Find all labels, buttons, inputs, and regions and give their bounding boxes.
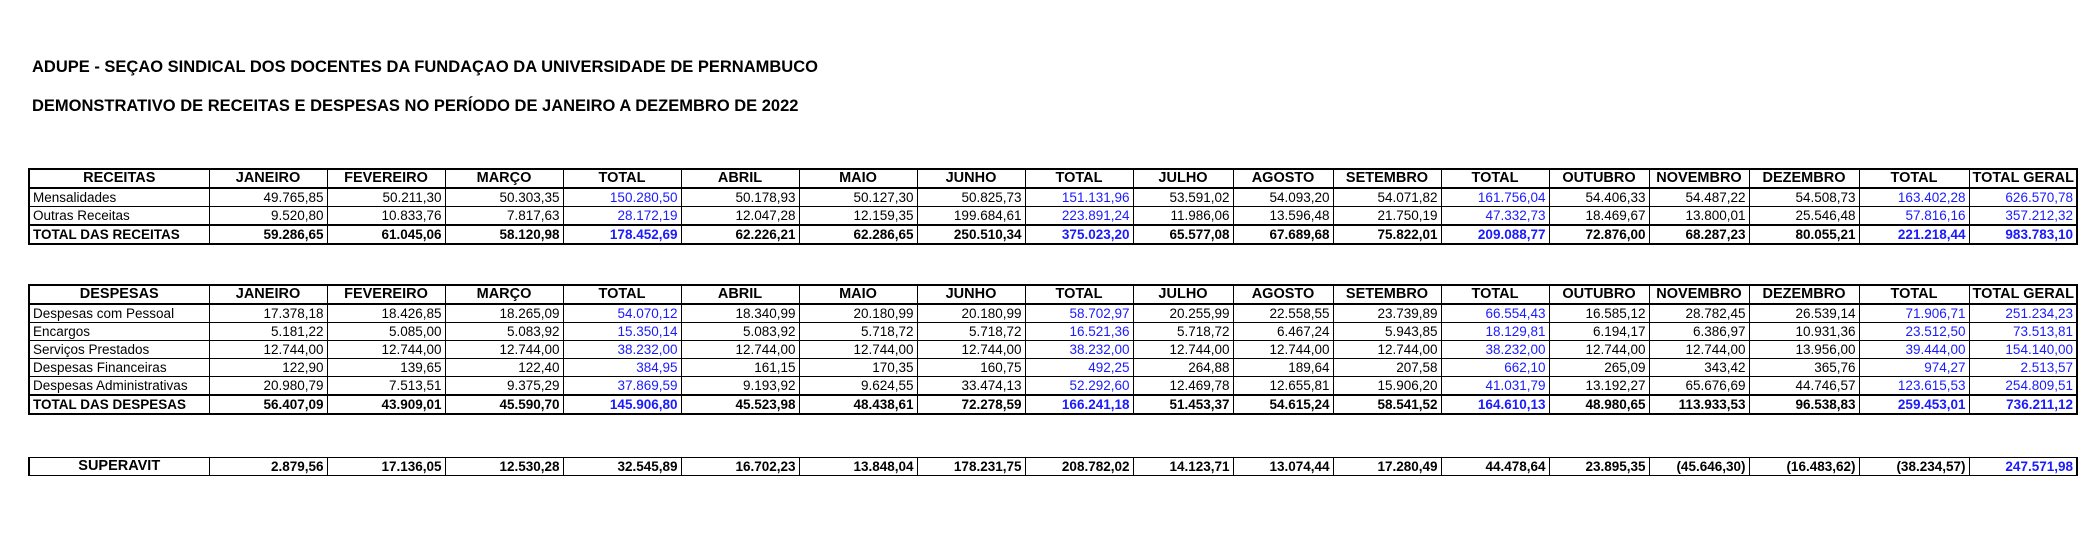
value-cell: 33.474,13 xyxy=(917,377,1025,396)
value-cell: 65.676,69 xyxy=(1649,377,1749,396)
value-cell: 5.718,72 xyxy=(1133,323,1233,341)
column-header: ABRIL xyxy=(681,285,799,304)
value-cell: 6.194,17 xyxy=(1549,323,1649,341)
value-cell: 49.765,85 xyxy=(209,188,327,207)
value-cell: 72.876,00 xyxy=(1549,225,1649,244)
value-cell: 189,64 xyxy=(1233,359,1333,377)
value-cell: 54.071,82 xyxy=(1333,188,1441,207)
despesas-table xyxy=(28,284,2078,415)
value-cell: 20.980,79 xyxy=(209,377,327,396)
value-cell: 9.375,29 xyxy=(445,377,563,396)
value-cell: 11.986,06 xyxy=(1133,207,1233,226)
despesas-row xyxy=(29,323,2077,341)
value-cell: 221.218,44 xyxy=(1859,225,1969,244)
value-cell: 12.744,00 xyxy=(1649,341,1749,359)
value-cell: 5.083,92 xyxy=(445,323,563,341)
value-cell: 384,95 xyxy=(563,359,681,377)
value-cell: 21.750,19 xyxy=(1333,207,1441,226)
value-cell: 209.088,77 xyxy=(1441,225,1549,244)
value-cell: 250.510,34 xyxy=(917,225,1025,244)
value-cell: 15.906,20 xyxy=(1333,377,1441,396)
row-label: SUPERAVIT xyxy=(29,458,209,476)
value-cell: 123.615,53 xyxy=(1859,377,1969,396)
column-header: MAIO xyxy=(799,169,917,188)
row-label: Despesas Financeiras xyxy=(29,359,209,377)
column-header: FEVEREIRO xyxy=(327,285,445,304)
value-cell: 626.570,78 xyxy=(1969,188,2077,207)
value-cell: 17.136,05 xyxy=(327,458,445,476)
value-cell: 166.241,18 xyxy=(1025,395,1133,414)
receitas-row xyxy=(29,188,2077,207)
value-cell: 58.541,52 xyxy=(1333,395,1441,414)
column-header: DEZEMBRO xyxy=(1749,169,1859,188)
column-header: AGOSTO xyxy=(1233,285,1333,304)
receitas-total-row xyxy=(29,225,2077,244)
value-cell: 12.744,00 xyxy=(799,341,917,359)
value-cell: 9.520,80 xyxy=(209,207,327,226)
value-cell: 150.280,50 xyxy=(563,188,681,207)
value-cell: 7.817,63 xyxy=(445,207,563,226)
value-cell: 113.933,53 xyxy=(1649,395,1749,414)
column-header: MARÇO xyxy=(445,285,563,304)
despesas-row xyxy=(29,341,2077,359)
column-header: JANEIRO xyxy=(209,169,327,188)
value-cell: 254.809,51 xyxy=(1969,377,2077,396)
value-cell: 5.718,72 xyxy=(917,323,1025,341)
report-title: DEMONSTRATIVO DE RECEITAS E DESPESAS NO PERÍODO DE JANEIRO A DEZEMBRO DE 2022 xyxy=(32,97,799,115)
value-cell: 50.303,35 xyxy=(445,188,563,207)
value-cell: 48.980,65 xyxy=(1549,395,1649,414)
column-header: MAIO xyxy=(799,285,917,304)
value-cell: 18.469,67 xyxy=(1549,207,1649,226)
value-cell: 18.340,99 xyxy=(681,304,799,323)
value-cell: 5.943,85 xyxy=(1333,323,1441,341)
column-header: TOTAL xyxy=(1025,169,1133,188)
value-cell: 23.512,50 xyxy=(1859,323,1969,341)
value-cell: 207,58 xyxy=(1333,359,1441,377)
value-cell: 5.181,22 xyxy=(209,323,327,341)
value-cell: 154.140,00 xyxy=(1969,341,2077,359)
value-cell: 12.744,00 xyxy=(1233,341,1333,359)
value-cell: 7.513,51 xyxy=(327,377,445,396)
value-cell: 12.744,00 xyxy=(1333,341,1441,359)
value-cell: 68.287,23 xyxy=(1649,225,1749,244)
value-cell: 974,27 xyxy=(1859,359,1969,377)
value-cell: 45.590,70 xyxy=(445,395,563,414)
value-cell: 17.280,49 xyxy=(1333,458,1441,476)
column-header: TOTAL xyxy=(1441,169,1549,188)
receitas-header-label: RECEITAS xyxy=(29,169,209,188)
value-cell: 178.231,75 xyxy=(917,458,1025,476)
value-cell: 43.909,01 xyxy=(327,395,445,414)
value-cell: 12.530,28 xyxy=(445,458,563,476)
value-cell: 65.577,08 xyxy=(1133,225,1233,244)
column-header: TOTAL xyxy=(1859,285,1969,304)
value-cell: 15.350,14 xyxy=(563,323,681,341)
value-cell: 164.610,13 xyxy=(1441,395,1549,414)
column-header: NOVEMBRO xyxy=(1649,285,1749,304)
value-cell: 50.825,73 xyxy=(917,188,1025,207)
value-cell: 13.192,27 xyxy=(1549,377,1649,396)
value-cell: 5.085,00 xyxy=(327,323,445,341)
value-cell: 23.895,35 xyxy=(1549,458,1649,476)
value-cell: 12.655,81 xyxy=(1233,377,1333,396)
value-cell: 54.615,24 xyxy=(1233,395,1333,414)
value-cell: 122,40 xyxy=(445,359,563,377)
column-header: JANEIRO xyxy=(209,285,327,304)
value-cell: 12.744,00 xyxy=(327,341,445,359)
row-label: Despesas com Pessoal xyxy=(29,304,209,323)
value-cell: 39.444,00 xyxy=(1859,341,1969,359)
value-cell: 199.684,61 xyxy=(917,207,1025,226)
value-cell: 57.816,16 xyxy=(1859,207,1969,226)
despesas-row xyxy=(29,359,2077,377)
column-header: DEZEMBRO xyxy=(1749,285,1859,304)
value-cell: 208.782,02 xyxy=(1025,458,1133,476)
value-cell: 9.193,92 xyxy=(681,377,799,396)
value-cell: 139,65 xyxy=(327,359,445,377)
despesas-row xyxy=(29,304,2077,323)
value-cell: 343,42 xyxy=(1649,359,1749,377)
column-header: FEVEREIRO xyxy=(327,169,445,188)
value-cell: 375.023,20 xyxy=(1025,225,1133,244)
value-cell: 58.702,97 xyxy=(1025,304,1133,323)
value-cell: 12.469,78 xyxy=(1133,377,1233,396)
value-cell: 5.083,92 xyxy=(681,323,799,341)
column-header: TOTAL xyxy=(1025,285,1133,304)
value-cell: 96.538,83 xyxy=(1749,395,1859,414)
value-cell: 66.554,43 xyxy=(1441,304,1549,323)
value-cell: 161,15 xyxy=(681,359,799,377)
row-label: Mensalidades xyxy=(29,188,209,207)
receitas-table xyxy=(28,168,2078,245)
column-header: JUNHO xyxy=(917,285,1025,304)
value-cell: 983.783,10 xyxy=(1969,225,2077,244)
value-cell: 20.255,99 xyxy=(1133,304,1233,323)
value-cell: 265,09 xyxy=(1549,359,1649,377)
value-cell: 18.426,85 xyxy=(327,304,445,323)
value-cell: 26.539,14 xyxy=(1749,304,1859,323)
value-cell: 25.546,48 xyxy=(1749,207,1859,226)
value-cell: 12.744,00 xyxy=(1133,341,1233,359)
column-header: TOTAL xyxy=(563,285,681,304)
row-label: TOTAL DAS RECEITAS xyxy=(29,225,209,244)
value-cell: 41.031,79 xyxy=(1441,377,1549,396)
value-cell: 52.292,60 xyxy=(1025,377,1133,396)
value-cell: 14.123,71 xyxy=(1133,458,1233,476)
value-cell: 28.172,19 xyxy=(563,207,681,226)
value-cell: 50.178,93 xyxy=(681,188,799,207)
value-cell: 161.756,04 xyxy=(1441,188,1549,207)
column-header: JULHO xyxy=(1133,169,1233,188)
value-cell: 54.487,22 xyxy=(1649,188,1749,207)
column-header: OUTUBRO xyxy=(1549,285,1649,304)
value-cell: 50.211,30 xyxy=(327,188,445,207)
column-header: TOTAL xyxy=(1441,285,1549,304)
value-cell: 12.744,00 xyxy=(917,341,1025,359)
receitas-header-row xyxy=(29,169,2077,188)
value-cell: 54.070,12 xyxy=(563,304,681,323)
value-cell: 13.848,04 xyxy=(799,458,917,476)
value-cell: 80.055,21 xyxy=(1749,225,1859,244)
value-cell: 5.718,72 xyxy=(799,323,917,341)
despesas-total-row xyxy=(29,395,2077,414)
row-label: Despesas Administrativas xyxy=(29,377,209,396)
value-cell: 145.906,80 xyxy=(563,395,681,414)
value-cell: 122,90 xyxy=(209,359,327,377)
value-cell: 62.286,65 xyxy=(799,225,917,244)
value-cell: 75.822,01 xyxy=(1333,225,1441,244)
value-cell: 59.286,65 xyxy=(209,225,327,244)
value-cell: 44.746,57 xyxy=(1749,377,1859,396)
value-cell: 736.211,12 xyxy=(1969,395,2077,414)
despesas-header-label: DESPESAS xyxy=(29,285,209,304)
value-cell: 54.508,73 xyxy=(1749,188,1859,207)
value-cell: 16.521,36 xyxy=(1025,323,1133,341)
value-cell: 23.739,89 xyxy=(1333,304,1441,323)
value-cell: 160,75 xyxy=(917,359,1025,377)
value-cell: 45.523,98 xyxy=(681,395,799,414)
value-cell: 38.232,00 xyxy=(1441,341,1549,359)
value-cell: 10.931,36 xyxy=(1749,323,1859,341)
value-cell: 10.833,76 xyxy=(327,207,445,226)
column-header: SETEMBRO xyxy=(1333,285,1441,304)
column-header: JUNHO xyxy=(917,169,1025,188)
value-cell: 13.596,48 xyxy=(1233,207,1333,226)
value-cell: 12.047,28 xyxy=(681,207,799,226)
value-cell: 170,35 xyxy=(799,359,917,377)
column-header: SETEMBRO xyxy=(1333,169,1441,188)
value-cell: 9.624,55 xyxy=(799,377,917,396)
value-cell: 54.093,20 xyxy=(1233,188,1333,207)
value-cell: 223.891,24 xyxy=(1025,207,1133,226)
column-header: TOTAL xyxy=(563,169,681,188)
value-cell: 37.869,59 xyxy=(563,377,681,396)
despesas-header-row xyxy=(29,285,2077,304)
value-cell: 56.407,09 xyxy=(209,395,327,414)
value-cell: 20.180,99 xyxy=(799,304,917,323)
value-cell: 12.159,35 xyxy=(799,207,917,226)
column-header: MARÇO xyxy=(445,169,563,188)
value-cell: 13.074,44 xyxy=(1233,458,1333,476)
value-cell: 12.744,00 xyxy=(209,341,327,359)
value-cell: (16.483,62) xyxy=(1749,458,1859,476)
value-cell: 365,76 xyxy=(1749,359,1859,377)
value-cell: 151.131,96 xyxy=(1025,188,1133,207)
column-header: JULHO xyxy=(1133,285,1233,304)
value-cell: 51.453,37 xyxy=(1133,395,1233,414)
value-cell: 54.406,33 xyxy=(1549,188,1649,207)
value-cell: 22.558,55 xyxy=(1233,304,1333,323)
value-cell: 259.453,01 xyxy=(1859,395,1969,414)
row-label: TOTAL DAS DESPESAS xyxy=(29,395,209,414)
value-cell: 28.782,45 xyxy=(1649,304,1749,323)
value-cell: 17.378,18 xyxy=(209,304,327,323)
value-cell: 13.956,00 xyxy=(1749,341,1859,359)
row-label: Serviços Prestados xyxy=(29,341,209,359)
superavit-table xyxy=(28,457,2078,476)
value-cell: 71.906,71 xyxy=(1859,304,1969,323)
value-cell: 16.585,12 xyxy=(1549,304,1649,323)
row-label: Encargos xyxy=(29,323,209,341)
value-cell: 53.591,02 xyxy=(1133,188,1233,207)
value-cell: 12.744,00 xyxy=(681,341,799,359)
value-cell: 18.129,81 xyxy=(1441,323,1549,341)
value-cell: 251.234,23 xyxy=(1969,304,2077,323)
column-header: OUTUBRO xyxy=(1549,169,1649,188)
value-cell: 38.232,00 xyxy=(1025,341,1133,359)
value-cell: 32.545,89 xyxy=(563,458,681,476)
column-header: TOTAL GERAL xyxy=(1969,169,2077,188)
value-cell: 2.513,57 xyxy=(1969,359,2077,377)
despesas-row xyxy=(29,377,2077,396)
column-header: ABRIL xyxy=(681,169,799,188)
value-cell: 47.332,73 xyxy=(1441,207,1549,226)
row-label: Outras Receitas xyxy=(29,207,209,226)
value-cell: 67.689,68 xyxy=(1233,225,1333,244)
value-cell: 38.232,00 xyxy=(563,341,681,359)
value-cell: 6.386,97 xyxy=(1649,323,1749,341)
value-cell: 20.180,99 xyxy=(917,304,1025,323)
value-cell: 2.879,56 xyxy=(209,458,327,476)
receitas-row xyxy=(29,207,2077,226)
value-cell: 72.278,59 xyxy=(917,395,1025,414)
value-cell: 163.402,28 xyxy=(1859,188,1969,207)
value-cell: 12.744,00 xyxy=(445,341,563,359)
value-cell: 73.513,81 xyxy=(1969,323,2077,341)
value-cell: 13.800,01 xyxy=(1649,207,1749,226)
value-cell: 12.744,00 xyxy=(1549,341,1649,359)
value-cell: 44.478,64 xyxy=(1441,458,1549,476)
value-cell: 6.467,24 xyxy=(1233,323,1333,341)
value-cell: (38.234,57) xyxy=(1859,458,1969,476)
value-cell: 58.120,98 xyxy=(445,225,563,244)
column-header: TOTAL GERAL xyxy=(1969,285,2077,304)
value-cell: 492,25 xyxy=(1025,359,1133,377)
value-cell: 178.452,69 xyxy=(563,225,681,244)
organization-title: ADUPE - SEÇAO SINDICAL DOS DOCENTES DA FUNDAÇAO DA UNIVERSIDADE DE PERNAMBUCO xyxy=(32,58,818,76)
column-header: AGOSTO xyxy=(1233,169,1333,188)
value-cell: 61.045,06 xyxy=(327,225,445,244)
value-cell: 50.127,30 xyxy=(799,188,917,207)
value-cell: 48.438,61 xyxy=(799,395,917,414)
value-cell: 247.571,98 xyxy=(1969,458,2077,476)
value-cell: 662,10 xyxy=(1441,359,1549,377)
value-cell: (45.646,30) xyxy=(1649,458,1749,476)
column-header: TOTAL xyxy=(1859,169,1969,188)
value-cell: 357.212,32 xyxy=(1969,207,2077,226)
value-cell: 264,88 xyxy=(1133,359,1233,377)
column-header: NOVEMBRO xyxy=(1649,169,1749,188)
value-cell: 16.702,23 xyxy=(681,458,799,476)
value-cell: 62.226,21 xyxy=(681,225,799,244)
value-cell: 18.265,09 xyxy=(445,304,563,323)
superavit-row xyxy=(29,458,2077,476)
